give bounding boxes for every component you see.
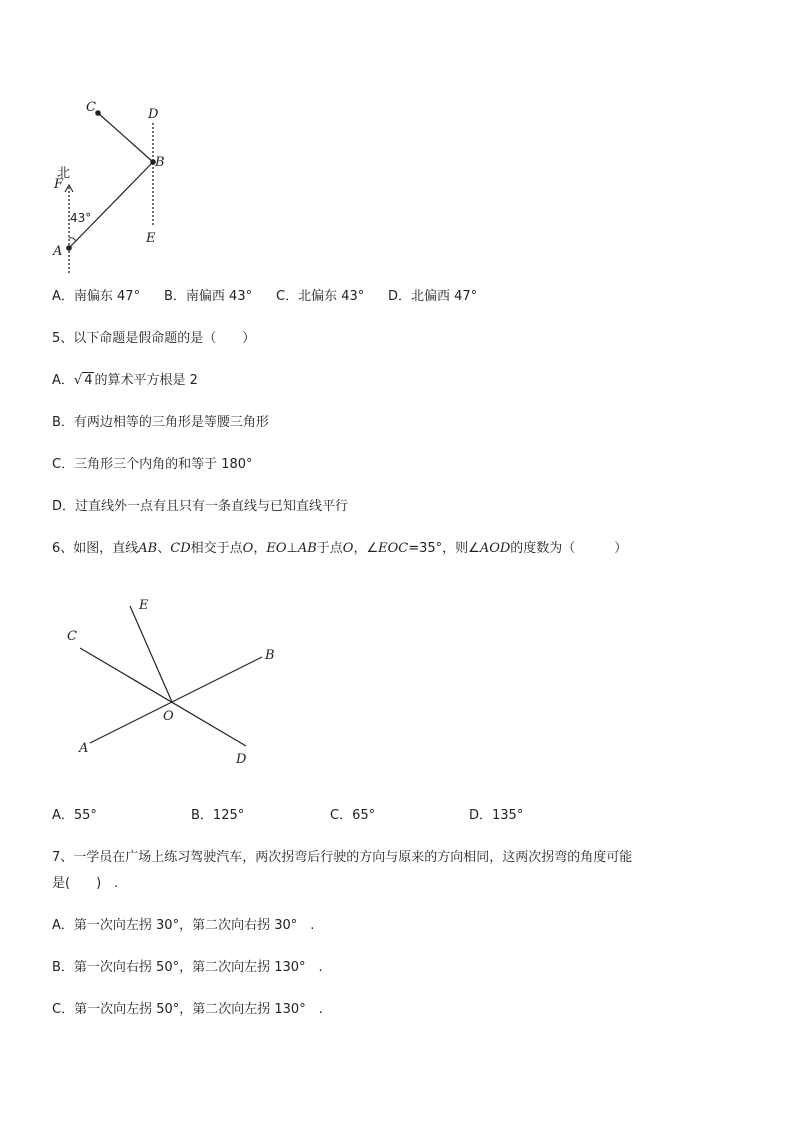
q5-option-c[interactable]: C．三角形三个内角的和等于 180° xyxy=(52,457,253,472)
sqrt-radicand: 4 xyxy=(84,373,93,388)
label-b: B xyxy=(265,648,275,663)
q7-option-a[interactable]: A．第一次向左拐 30°，第二次向右拐 30° . xyxy=(52,918,315,933)
label-c: C xyxy=(67,629,77,644)
point-a xyxy=(66,245,72,251)
q6-options xyxy=(52,807,523,825)
sqrt-icon: √ xyxy=(73,373,83,388)
q6-option-d[interactable]: D．135° xyxy=(469,808,524,823)
label-e: E xyxy=(139,598,149,613)
q4-option-a[interactable]: A．南偏东 47° xyxy=(52,289,141,304)
q6-var-eoc: EOC xyxy=(378,541,409,556)
q7-option-c[interactable]: C．第一次向左拐 50°，第二次向左拐 130° . xyxy=(52,1002,323,1017)
q6-stem-text: =35°，则∠ xyxy=(408,541,480,556)
q6-var-aod: AOD xyxy=(479,541,511,556)
q6-option-c[interactable]: C．65° xyxy=(330,808,376,823)
q4-option-d[interactable]: D．北偏西 47° xyxy=(388,289,478,304)
label-d: D xyxy=(148,107,159,122)
line-cd xyxy=(80,648,246,746)
q5-option-b[interactable]: B．有两边相等的三角形是等腰三角形 xyxy=(52,415,269,430)
q6-sep: 、 xyxy=(157,541,171,556)
label-e: E xyxy=(146,231,156,246)
point-c xyxy=(95,110,101,116)
q5-option-d[interactable]: D．过直线外一点有且只有一条直线与已知直线平行 xyxy=(52,499,349,514)
line-ab xyxy=(90,657,262,743)
q6-var-o: O xyxy=(342,541,354,556)
q5-option-a-suffix: 的算术平方根是 2 xyxy=(94,373,198,388)
q6-stem-text: 6、如图，直线 xyxy=(52,541,139,556)
q6-var-ab: AB xyxy=(138,541,158,556)
q6-stem-text: 相交于点 xyxy=(190,541,243,556)
q4-options xyxy=(52,288,477,306)
q7-option-b[interactable]: B．第一次向右拐 50°，第二次向左拐 130° . xyxy=(52,960,323,975)
q5-stem: 5、以下命题是假命题的是（ ） xyxy=(52,331,256,346)
q6-stem xyxy=(52,540,627,558)
label-a: A xyxy=(79,741,89,756)
label-c: C xyxy=(86,100,96,115)
q6-option-b[interactable]: B．125° xyxy=(191,808,245,823)
angle-arc xyxy=(69,238,76,241)
segment-ab xyxy=(69,162,153,248)
q7-stem-line1: 7、一学员在广场上练习驾驶汽车，两次拐弯后行驶的方向与原来的方向相同，这两次拐弯的角度可能 xyxy=(52,850,633,865)
sqrt-expression xyxy=(74,372,95,390)
direction-figure xyxy=(40,95,190,285)
q6-option-a[interactable]: A．55° xyxy=(52,808,97,823)
perpendicular-symbol: ⊥ xyxy=(286,541,298,556)
q6-var-o: O xyxy=(242,541,254,556)
q6-stem-text: 的度数为（ ） xyxy=(510,541,628,556)
q5-option-a-prefix: A． xyxy=(52,373,74,388)
q6-var-ab: AB xyxy=(297,541,317,556)
q7-stem-line2: 是( ) . xyxy=(52,876,119,891)
intersecting-lines-figure xyxy=(60,590,300,775)
q6-stem-text: ，∠ xyxy=(353,541,379,556)
segment-cb xyxy=(98,113,153,162)
q6-comma: ， xyxy=(253,541,267,556)
q5-option-a[interactable] xyxy=(52,372,198,390)
q6-var-cd: CD xyxy=(170,541,191,556)
q4-option-b[interactable]: B．南偏西 43° xyxy=(164,289,253,304)
label-o: O xyxy=(163,709,174,724)
ray-oe xyxy=(130,606,172,702)
q4-option-c[interactable]: C．北偏东 43° xyxy=(276,289,365,304)
q6-stem-text: 于点 xyxy=(316,541,343,556)
label-a: A xyxy=(53,244,63,259)
q6-var-eo: EO xyxy=(266,541,287,556)
label-f: F xyxy=(54,177,64,192)
label-b: B xyxy=(155,155,165,170)
label-north: 北 xyxy=(57,166,71,181)
label-angle-43: 43° xyxy=(70,211,92,225)
label-d: D xyxy=(236,752,247,767)
